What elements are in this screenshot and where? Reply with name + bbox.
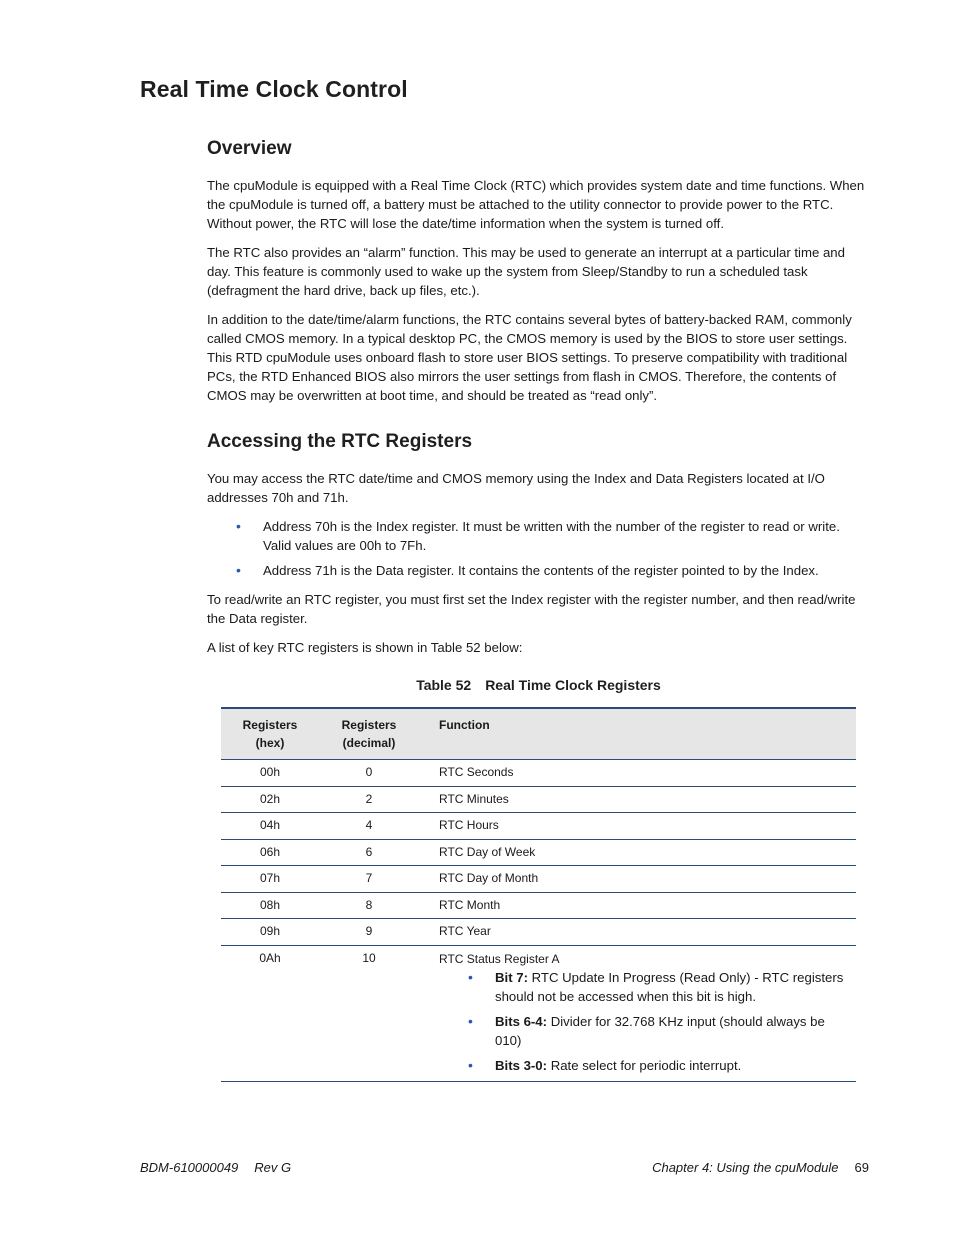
- list-item: [207, 517, 869, 555]
- cell-decimal: 9: [319, 919, 419, 946]
- bullet-icon: •: [236, 562, 241, 578]
- cell-decimal: 10: [319, 945, 419, 1081]
- table-row: [221, 892, 856, 919]
- cell-decimal: 0: [319, 760, 419, 787]
- page-title: Real Time Clock Control: [140, 76, 408, 102]
- overview-paragraph-1: The cpuModule is equipped with a Real Time Clock (RTC) which provides system date and time functions. When the cpuModule is turned off, a battery must be attached to the utility connector to provide power to the RTC. Without power, the RTC will lose the date/time information when the system is turned off.: [207, 178, 865, 231]
- overview-paragraph-2: The RTC also provides an “alarm” function. This may be used to generate an interrupt at a particular time and day. This feature is commonly used to wake up the system from Sleep/Standby to run a scheduled task (defragment the hard drive, back up files, etc.).: [207, 245, 845, 298]
- table-caption-title: Real Time Clock Registers: [485, 677, 661, 693]
- bullet-text: Address 70h is the Index register. It must be written with the number of the register to read or write. Valid values are 00h to 7Fh.: [263, 519, 840, 553]
- bit-description: Divider for 32.768 KHz input (should always be 010): [495, 1013, 825, 1048]
- table-row: [221, 813, 856, 840]
- cell-decimal: 6: [319, 839, 419, 866]
- cell-function: RTC Hours: [419, 813, 856, 840]
- cell-hex: 0Ah: [221, 945, 319, 1081]
- bullet-icon: •: [468, 968, 473, 985]
- accessing-intro: You may access the RTC date/time and CMOS memory using the Index and Data Registers located at I/O addresses 70h and 71h.: [207, 471, 825, 505]
- cell-function: RTC Day of Week: [419, 839, 856, 866]
- header-text: Registers (hex): [242, 718, 298, 750]
- footer-doc-info: [140, 1160, 291, 1175]
- table-header-row: [221, 708, 856, 760]
- bit-description: RTC Update In Progress (Read Only) - RTC registers should not be accessed when this bit is high.: [495, 969, 844, 1004]
- cell-function: [419, 945, 856, 1081]
- table-row: [221, 760, 856, 787]
- bit-label: Bit 7:: [495, 969, 528, 985]
- cell-hex: 09h: [221, 919, 319, 946]
- rtc-register-table: [221, 707, 856, 1082]
- bullet-text: Address 71h is the Data register. It contains the contents of the register pointed to by the Index.: [263, 563, 819, 578]
- cell-function: RTC Year: [419, 919, 856, 946]
- cell-hex: 00h: [221, 760, 319, 787]
- bit-label: Bits 6-4:: [495, 1013, 548, 1029]
- bullet-icon: •: [468, 1056, 473, 1073]
- page-number: 69: [854, 1160, 869, 1175]
- cell-hex: 07h: [221, 866, 319, 893]
- bit-description: Rate select for periodic interrupt.: [547, 1057, 742, 1073]
- table-caption-number: Table 52: [416, 677, 472, 693]
- status-register-bits-list: [439, 968, 850, 1075]
- cell-hex: 06h: [221, 839, 319, 866]
- table-row: [221, 839, 856, 866]
- cell-decimal: 4: [319, 813, 419, 840]
- cell-decimal: 7: [319, 866, 419, 893]
- bullet-icon: •: [468, 1012, 473, 1029]
- footer-doc-id: BDM-610000049: [140, 1160, 239, 1175]
- accessing-section: [207, 431, 869, 667]
- header-registers-hex: [221, 708, 319, 760]
- header-text: Registers (decimal): [341, 718, 397, 750]
- header-function: Function: [439, 718, 490, 732]
- footer-chapter: Chapter 4: Using the cpuModule: [652, 1160, 839, 1175]
- table-row: [221, 945, 856, 1081]
- cell-function: RTC Day of Month: [419, 866, 856, 893]
- overview-paragraph-3: In addition to the date/time/alarm functions, the RTC contains several bytes of battery-backed RAM, commonly called CMOS memory. In a typical desktop PC, the CMOS memory is used by the BIOS to store user settings. This RTD cpuModule uses onboard flash to store user BIOS settings. To preserve compatibility with traditional PCs, the RTD Enhanced BIOS also mirrors the user settings from flash in CMOS. Therefore, the contents of CMOS may be overwritten at boot time, and should be treated as “read only”.: [207, 312, 852, 403]
- table-row: [221, 919, 856, 946]
- footer-revision: Rev G: [254, 1160, 292, 1175]
- table-row: [221, 866, 856, 893]
- overview-heading: Overview: [207, 138, 292, 159]
- cell-function: RTC Minutes: [419, 786, 856, 813]
- accessing-paragraph-2: To read/write an RTC register, you must first set the Index register with the register number, and then read/write the Data register.: [207, 592, 856, 626]
- cell-hex: 04h: [221, 813, 319, 840]
- header-registers-decimal: [319, 708, 419, 760]
- footer-chapter-info: [652, 1160, 869, 1175]
- cell-hex: 02h: [221, 786, 319, 813]
- cell-function: RTC Month: [419, 892, 856, 919]
- bit-label: Bits 3-0:: [495, 1057, 548, 1073]
- accessing-heading: Accessing the RTC Registers: [207, 431, 473, 452]
- list-item: [439, 968, 850, 1006]
- cell-decimal: 2: [319, 786, 419, 813]
- overview-section: [207, 138, 869, 415]
- list-item: [439, 1012, 850, 1050]
- cell-decimal: 8: [319, 892, 419, 919]
- status-register-title: RTC Status Register A: [439, 951, 560, 966]
- list-item: [439, 1056, 850, 1075]
- table-row: [221, 786, 856, 813]
- register-bullet-list: [207, 517, 869, 580]
- cell-function: RTC Seconds: [419, 760, 856, 787]
- cell-hex: 08h: [221, 892, 319, 919]
- list-item: [207, 561, 869, 580]
- bullet-icon: •: [236, 518, 241, 534]
- accessing-paragraph-3: A list of key RTC registers is shown in Table 52 below:: [207, 640, 523, 655]
- table-caption: [221, 677, 856, 693]
